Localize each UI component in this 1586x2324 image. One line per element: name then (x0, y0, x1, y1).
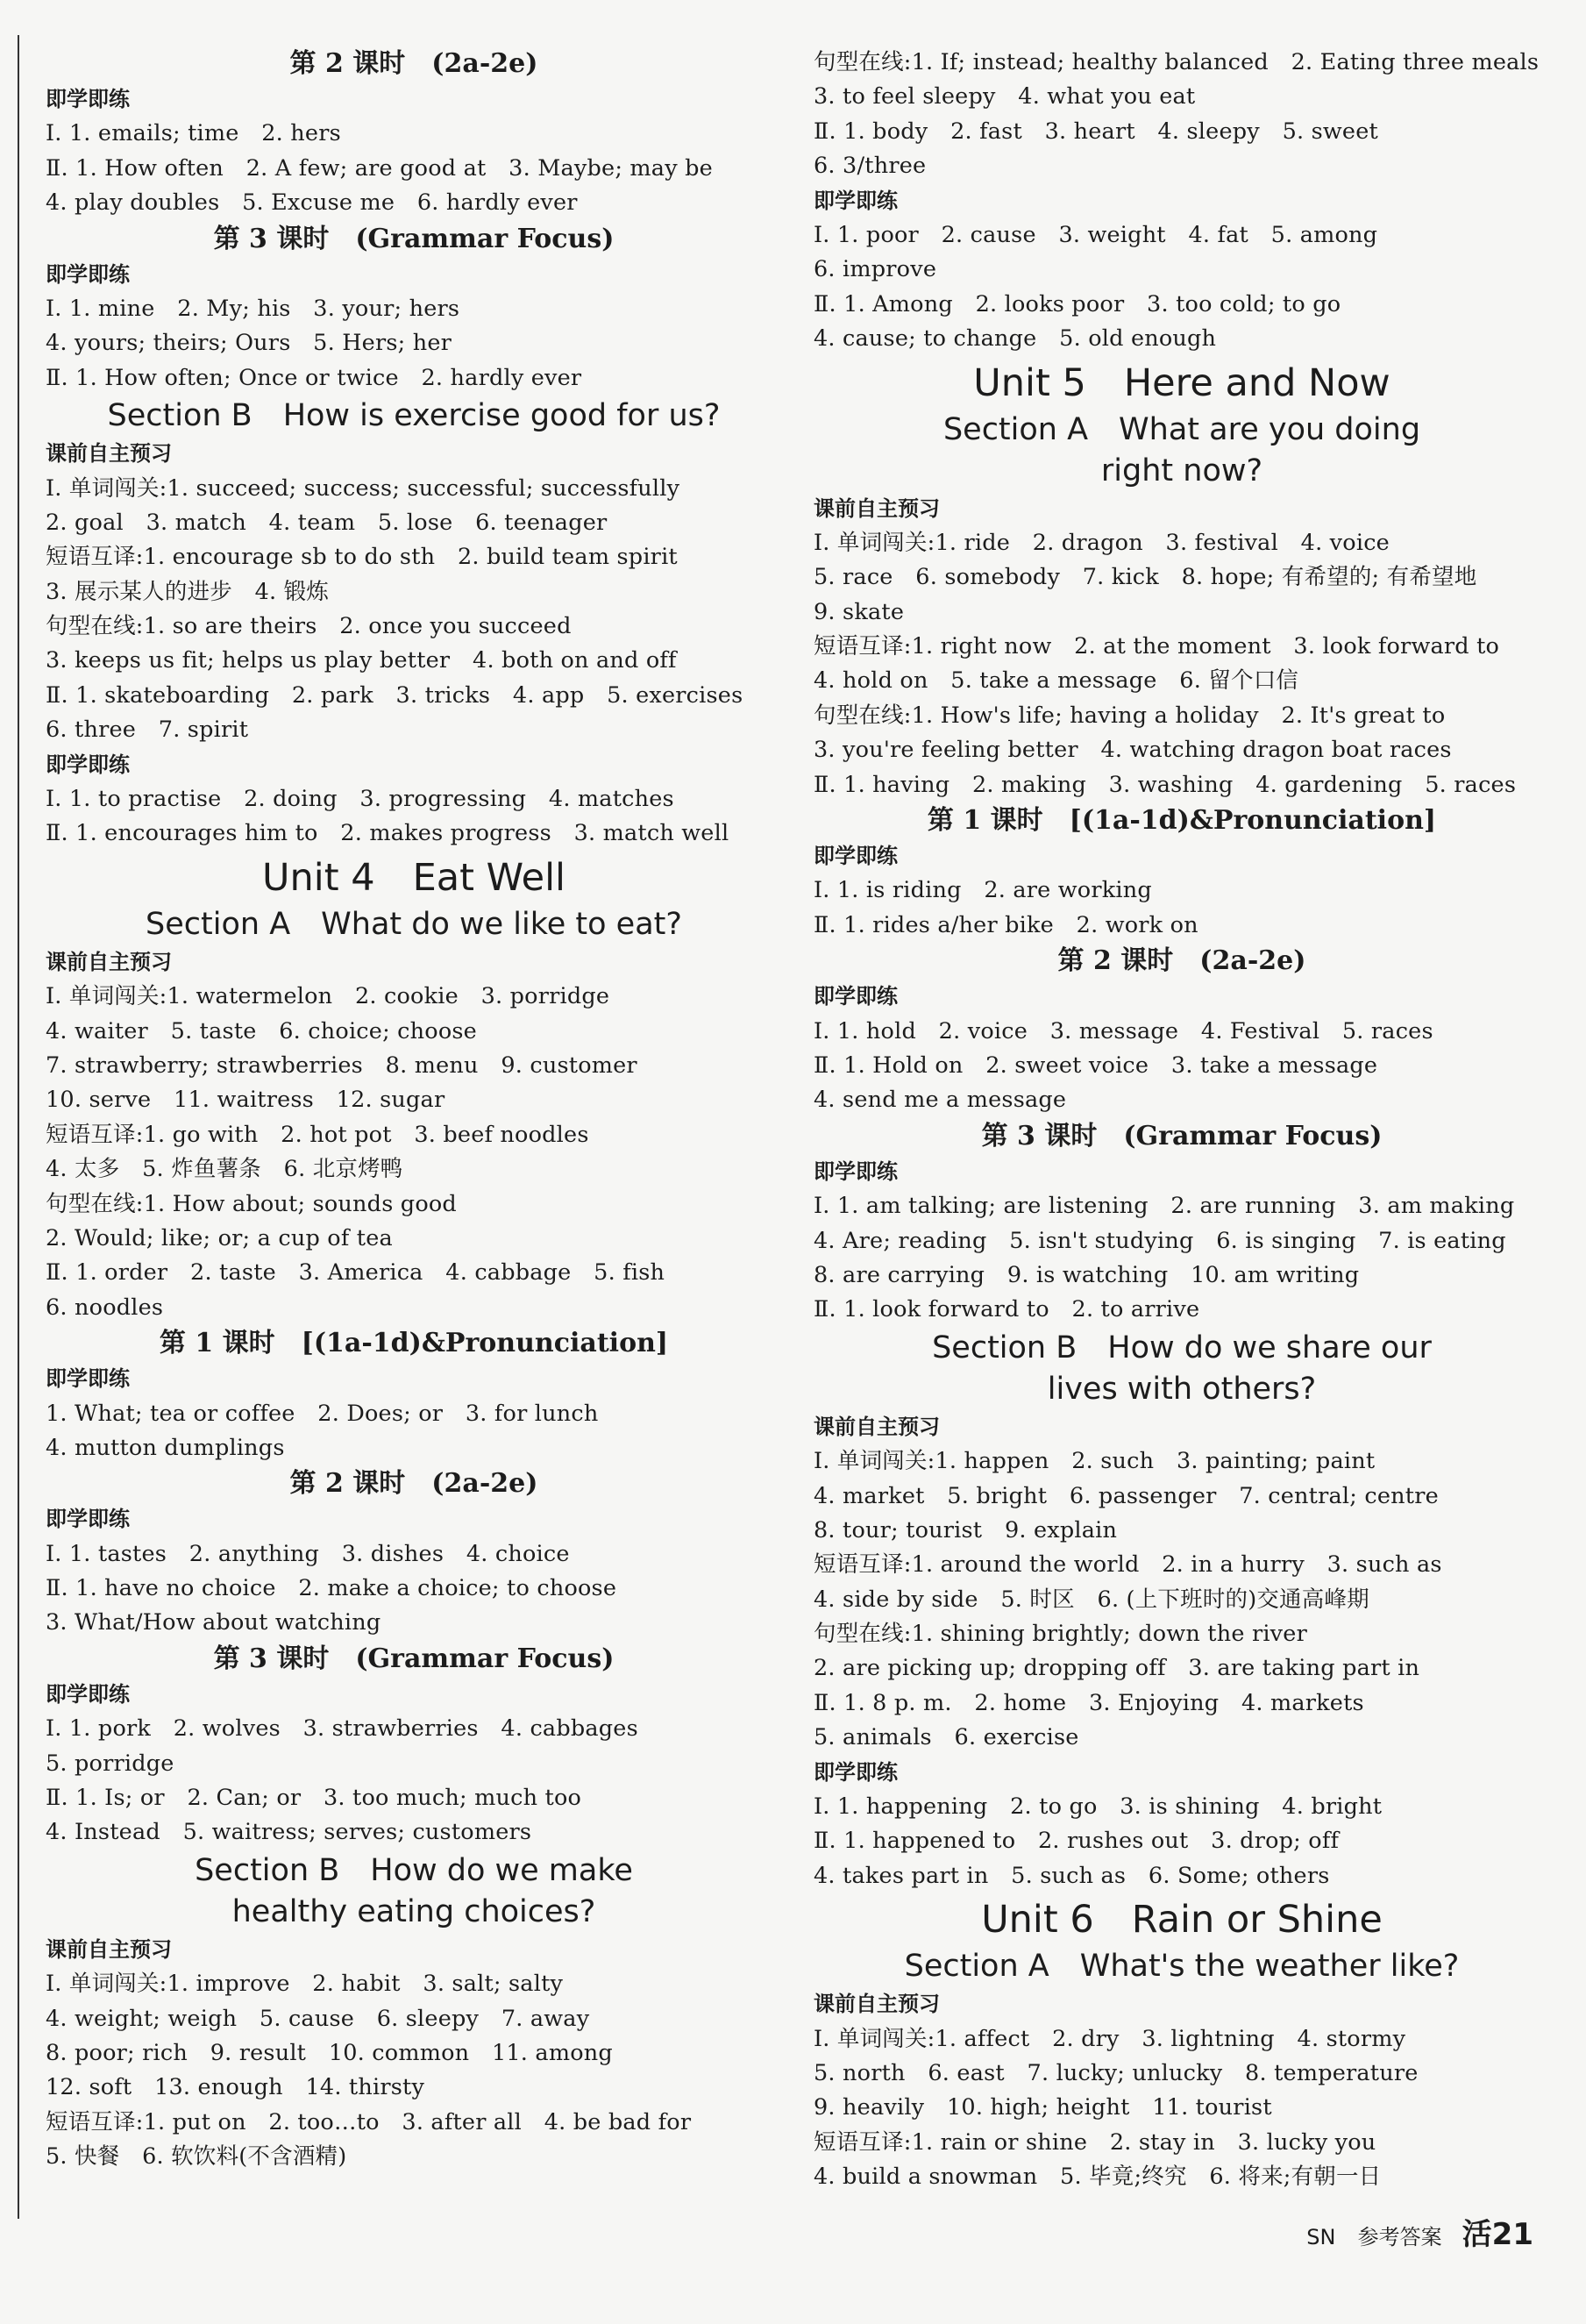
answer-line: Ⅰ. 1. pork 2. wolves 3. strawberries 4. cabbages (46, 1715, 638, 1743)
answer-line: Ⅰ. 单词闯关:1. affect 2. dry 3. lightning 4. stormy (814, 2025, 1406, 2052)
answer-line: 3. you're feeling better 4. watching dragon boat races (814, 737, 1452, 764)
answer-line: Ⅰ. 单词闯关:1. watermelon 2. cookie 3. porridge (46, 983, 610, 1010)
exercise-label: 即学即练 (46, 752, 130, 777)
answer-line: 2. goal 3. match 4. team 5. lose 6. teenager (46, 509, 608, 536)
answer-line: 3. 展示某人的进步 4. 锻炼 (46, 578, 330, 605)
answer-line: Ⅱ. 1. encourages him to 2. makes progress 3. match well (46, 820, 729, 847)
unit-heading: Unit 6 Rain or Shine (981, 1898, 1383, 1943)
answer-line: 8. tour; tourist 9. explain (814, 1516, 1118, 1543)
section-heading: Section B How is exercise good for us? (107, 398, 721, 434)
exercise-label: 即学即练 (814, 1759, 898, 1785)
section-heading: Section B How do we share our (932, 1330, 1432, 1365)
answer-line: Ⅱ. 1. having 2. making 3. washing 4. gardening 5. races (814, 771, 1517, 798)
answer-line: 5. race 6. somebody 7. kick 8. hope; 有希望的; 有希望地 (814, 564, 1477, 591)
answer-line: 4. takes part in 5. such as 6. Some; others (814, 1862, 1330, 1889)
lesson-heading: 第 3 课时 (Grammar Focus) (213, 1643, 615, 1674)
lesson-heading: 第 1 课时 [(1a-1d)&Pronunciation] (159, 1328, 669, 1359)
answer-line: 8. poor; rich 9. result 10. common 11. among (46, 2039, 613, 2066)
answer-line: 6. improve (814, 256, 937, 283)
answer-line: 短语互译:1. right now 2. at the moment 3. look forward to (814, 633, 1500, 660)
answer-line: Ⅱ. 1. How often; Once or twice 2. hardly ever (46, 364, 582, 391)
answer-line: Ⅱ. 1. look forward to 2. to arrive (814, 1296, 1200, 1323)
answer-line: 1. What; tea or coffee 2. Does; or 3. for lunch (46, 1400, 599, 1427)
answer-line: 4. side by side 5. 时区 6. (上下班时的)交通高峰期 (814, 1586, 1369, 1613)
answer-line: Ⅰ. 1. mine 2. My; his 3. your; hers (46, 295, 460, 322)
lesson-heading: 第 2 课时 (2a-2e) (289, 48, 538, 79)
exercise-label: 课前自主预习 (814, 1992, 940, 2017)
answer-line: 2. Would; like; or; a cup of tea (46, 1224, 393, 1251)
section-heading: healthy eating choices? (231, 1893, 596, 1929)
section-heading: Section A What do we like to eat? (146, 906, 682, 942)
lesson-heading: 第 2 课时 (2a-2e) (1057, 945, 1306, 977)
answer-line: 4. cause; to change 5. old enough (814, 325, 1217, 353)
page-footer (1306, 2210, 1533, 2253)
answer-line: Ⅰ. 1. emails; time 2. hers (46, 120, 341, 147)
answer-line: 2. are picking up; dropping off 3. are taking part in (814, 1655, 1420, 1682)
answer-line: Ⅰ. 1. poor 2. cause 3. weight 4. fat 5. among (814, 221, 1378, 248)
answer-line: 4. waiter 5. taste 6. choice; choose (46, 1017, 477, 1044)
answer-line: 3. to feel sleepy 4. what you eat (814, 83, 1196, 110)
unit-heading: Unit 5 Here and Now (973, 360, 1390, 405)
exercise-label: 课前自主预习 (814, 495, 940, 521)
exercise-label: 课前自主预习 (46, 1936, 172, 1962)
answer-line: Ⅱ. 1. order 2. taste 3. America 4. cabbage 5. fish (46, 1259, 665, 1287)
answer-line: 句型在线:1. shining brightly; down the river (814, 1621, 1307, 1648)
answer-line: Ⅱ. 1. Hold on 2. sweet voice 3. take a message (814, 1052, 1378, 1079)
answer-line: Ⅰ. 1. happening 2. to go 3. is shining 4. bright (814, 1793, 1383, 1821)
answer-line: 3. What/How about watching (46, 1609, 381, 1636)
answer-line: 短语互译:1. encourage sb to do sth 2. build team spirit (46, 544, 678, 571)
exercise-label: 即学即练 (814, 844, 898, 869)
answer-line: Ⅱ. 1. Among 2. looks poor 3. too cold; to go (814, 290, 1341, 317)
answer-line: 12. soft 13. enough 14. thirsty (46, 2074, 425, 2101)
answer-line: 句型在线:1. How about; sounds good (46, 1190, 457, 1217)
left-column (46, 46, 782, 2175)
section-heading: Section A What are you doing (942, 411, 1421, 447)
lesson-heading: 第 3 课时 (Grammar Focus) (981, 1120, 1383, 1151)
answer-line: Ⅰ. 1. to practise 2. doing 3. progressing 4. matches (46, 786, 674, 813)
exercise-label: 即学即练 (46, 1366, 130, 1392)
exercise-label: 即学即练 (46, 87, 130, 111)
answer-line: 9. skate (814, 598, 905, 625)
answer-line: 8. are carrying 9. is watching 10. am writing (814, 1261, 1360, 1288)
exercise-label: 课前自主预习 (814, 1414, 940, 1439)
answer-line: 4. hold on 5. take a message 6. 留个口信 (814, 667, 1299, 695)
lesson-heading: 第 2 课时 (2a-2e) (289, 1468, 538, 1500)
answer-line: Ⅱ. 1. body 2. fast 3. heart 4. sleepy 5. sweet (814, 118, 1378, 145)
section-heading: Section A What's the weather like? (904, 1949, 1460, 1985)
answer-line: Ⅰ. 1. am talking; are listening 2. are running 3. am making (814, 1193, 1515, 1220)
lesson-heading: 第 3 课时 (Grammar Focus) (213, 223, 615, 254)
answer-line: 5. north 6. east 7. lucky; unlucky 8. temperature (814, 2059, 1419, 2086)
answer-line: 6. three 7. spirit (46, 716, 249, 744)
left-margin-rule (18, 35, 19, 2219)
section-heading: lives with others? (1047, 1371, 1317, 1407)
answer-line: 短语互译:1. put on 2. too…to 3. after all 4. be bad for (46, 2108, 692, 2135)
exercise-label: 即学即练 (46, 1681, 130, 1707)
exercise-label: 即学即练 (46, 1507, 130, 1532)
lesson-heading: 第 1 课时 [(1a-1d)&Pronunciation] (927, 805, 1437, 837)
exercise-label: 即学即练 (814, 188, 898, 213)
answer-line: 句型在线:1. If; instead; healthy balanced 2. Eating three meals (814, 49, 1540, 75)
answer-line: 6. 3/three (814, 153, 927, 180)
answer-line: 句型在线:1. How's life; having a holiday 2. It's great to (814, 702, 1446, 729)
series-code: SN (1306, 2225, 1336, 2249)
exercise-label: 即学即练 (814, 984, 898, 1009)
answer-line: Ⅰ. 单词闯关:1. happen 2. such 3. painting; paint (814, 1448, 1376, 1475)
section-heading: right now? (1100, 453, 1263, 488)
answer-line: 5. porridge (46, 1750, 174, 1777)
answer-line: Ⅱ. 1. have no choice 2. make a choice; to choose (46, 1575, 617, 1602)
answer-key-label: 参考答案 (1357, 2225, 1442, 2249)
answer-line: 3. keeps us fit; helps us play better 4. both on and off (46, 647, 677, 674)
answer-line: 4. Instead 5. waitress; serves; customers (46, 1819, 532, 1846)
answer-line: Ⅰ. 单词闯关:1. succeed; success; successful; successfully (46, 474, 680, 502)
answer-line: Ⅱ. 1. skateboarding 2. park 3. tricks 4. app 5. exercises (46, 681, 743, 709)
exercise-label: 即学即练 (814, 1158, 898, 1184)
answer-line: 4. 太多 5. 炸鱼薯条 6. 北京烤鸭 (46, 1156, 403, 1183)
answer-line: Ⅱ. 1. happened to 2. rushes out 3. drop; off (814, 1828, 1340, 1855)
answer-line: 6. noodles (46, 1294, 164, 1321)
answer-line: 7. strawberry; strawberries 8. menu 9. customer (46, 1052, 637, 1079)
right-column (814, 46, 1550, 2195)
answer-line: 4. mutton dumplings (46, 1434, 285, 1461)
answer-line: Ⅱ. 1. Is; or 2. Can; or 3. too much; much too (46, 1785, 582, 1812)
answer-line: 4. play doubles 5. Excuse me 6. hardly ever (46, 189, 578, 217)
answer-line: 4. build a snowman 5. 毕竟;终究 6. 将来;有朝一日 (814, 2164, 1382, 2191)
answer-line: Ⅱ. 1. How often 2. A few; are good at 3. Maybe; may be (46, 154, 713, 182)
answer-line: 5. 快餐 6. 软饮料(不含酒精) (46, 2143, 347, 2171)
answer-line: Ⅰ. 1. is riding 2. are working (814, 877, 1152, 904)
exercise-label: 课前自主预习 (46, 441, 172, 467)
answer-line: 4. Are; reading 5. isn't studying 6. is singing 7. is eating (814, 1227, 1506, 1254)
section-heading: Section B How do we make (195, 1852, 633, 1888)
answer-line: 4. send me a message (814, 1087, 1067, 1114)
answer-line: Ⅱ. 1. 8 p. m. 2. home 3. Enjoying 4. markets (814, 1689, 1364, 1716)
unit-heading: Unit 4 Eat Well (262, 855, 565, 900)
answer-line: Ⅰ. 1. hold 2. voice 3. message 4. Festival 5. races (814, 1017, 1433, 1044)
answer-line: 10. serve 11. waitress 12. sugar (46, 1087, 445, 1114)
answer-line: Ⅰ. 1. tastes 2. anything 3. dishes 4. choice (46, 1540, 570, 1567)
answer-line: Ⅱ. 1. rides a/her bike 2. work on (814, 911, 1198, 938)
answer-line: 9. heavily 10. high; height 11. tourist (814, 2094, 1272, 2121)
answer-line: Ⅰ. 单词闯关:1. ride 2. dragon 3. festival 4. voice (814, 529, 1390, 556)
exercise-label: 课前自主预习 (46, 949, 172, 974)
answer-line: 4. market 5. bright 6. passenger 7. central; centre (814, 1482, 1439, 1509)
answer-line: 短语互译:1. rain or shine 2. stay in 3. lucky you (814, 2128, 1376, 2156)
answer-line: Ⅰ. 单词闯关:1. improve 2. habit 3. salt; salty (46, 1971, 564, 1998)
answer-line: 4. weight; weigh 5. cause 6. sleepy 7. away (46, 2005, 590, 2032)
answer-line: 5. animals 6. exercise (814, 1724, 1079, 1751)
answer-line: 句型在线:1. so are theirs 2. once you succeed (46, 613, 572, 640)
page-number: 活21 (1462, 2217, 1533, 2252)
answer-line: 短语互译:1. around the world 2. in a hurry 3. such as (814, 1551, 1442, 1579)
answer-line: 4. yours; theirs; Ours 5. Hers; her (46, 330, 452, 357)
exercise-label: 即学即练 (46, 261, 130, 287)
answer-line: 短语互译:1. go with 2. hot pot 3. beef noodles (46, 1121, 589, 1148)
